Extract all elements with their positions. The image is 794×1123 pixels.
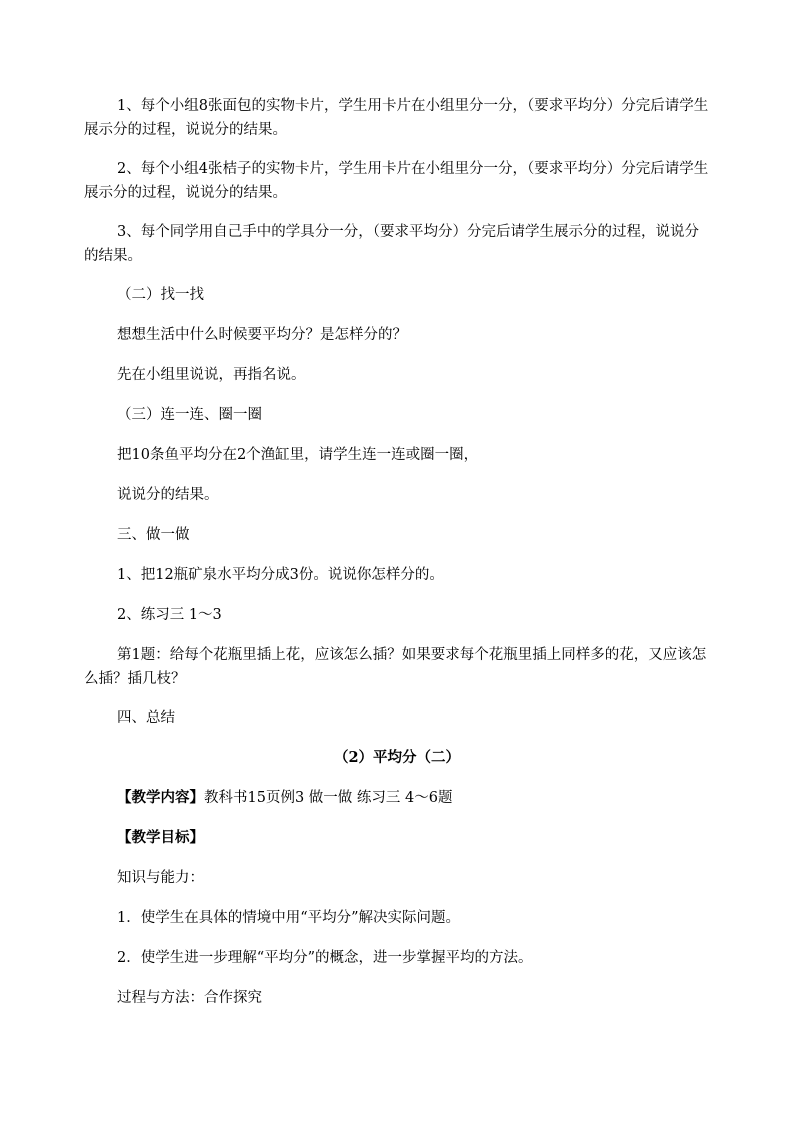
paragraph-fish-result: 说说分的结果。 xyxy=(117,487,219,503)
goal-item-1: 1．使学生在具体的情境中用“平均分”解决实际问题。 xyxy=(117,910,461,926)
paragraph-activity-3: 3、每个同学用自己手中的学具分一分，（要求平均分）分完后请学生展示分的过程，说说分的结果。 xyxy=(84,224,699,264)
goal-knowledge-heading: 知识与能力： xyxy=(117,870,204,886)
paragraph-water-bottles: 1、把12瓶矿泉水平均分成3份。说说你怎样分的。 xyxy=(117,567,444,583)
paragraph-activity-2: 2、每个小组4张桔子的实物卡片，学生用卡片在小组里分一分，（要求平均分）分完后请学生展示分的过程，说说分的结果。 xyxy=(84,161,709,201)
document-page xyxy=(84,94,710,1026)
paragraph-think: 想想生活中什么时候要平均分？是怎样分的？ xyxy=(117,327,407,343)
teaching-content-label: 【教学内容】 xyxy=(117,789,204,806)
paragraph-group-talk: 先在小组里说说，再指名说。 xyxy=(117,367,306,383)
teaching-goal-label: 【教学目标】 xyxy=(117,829,204,846)
goal-item-2: 2．使学生进一步理解“平均分”的概念，进一步掌握平均的方法。 xyxy=(117,950,533,966)
paragraph-exercise-ref: 2、练习三 1～3 xyxy=(117,607,222,623)
heading-do-it: 三、做一做 xyxy=(117,527,190,543)
paragraph-activity-1: 1、每个小组8张面包的实物卡片，学生用卡片在小组里分一分，（要求平均分）分完后请学生展示分的过程，说说分的结果。 xyxy=(84,98,709,138)
heading-connect-circle: （三）连一连、圈一圈 xyxy=(117,407,262,423)
teaching-content xyxy=(84,786,710,810)
goal-process-method: 过程与方法：合作探究 xyxy=(117,990,262,1006)
heading-summary: 四、总结 xyxy=(117,710,175,726)
paragraph-exercise-1: 第1题：给每个花瓶里插上花，应该怎么插？如果要求每个花瓶里插上同样多的花，又应该怎么插？插几枝？ xyxy=(84,647,707,687)
section-title: （2）平均分（二） xyxy=(333,749,461,766)
paragraph-fish: 把10条鱼平均分在2个渔缸里，请学生连一连或圈一圈， xyxy=(117,447,479,463)
heading-find: （二）找一找 xyxy=(117,287,204,303)
teaching-content-text: 教科书15页例3 做一做 练习三 4～6题 xyxy=(204,790,453,806)
